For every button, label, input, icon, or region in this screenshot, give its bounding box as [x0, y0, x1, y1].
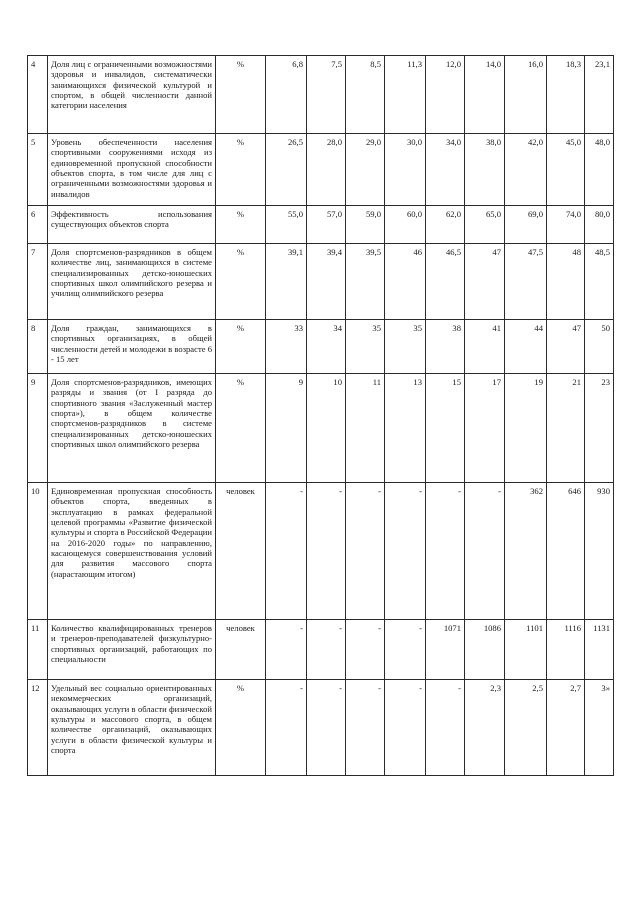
- table-row: [28, 56, 614, 134]
- value-cell: 10: [307, 374, 346, 483]
- unit-cell: %: [216, 244, 266, 320]
- value-cell: 47: [547, 320, 585, 374]
- unit-cell: %: [216, 374, 266, 483]
- value-cell: 14,0: [465, 56, 505, 134]
- value-cell: -: [385, 483, 426, 620]
- row-number: 5: [28, 134, 48, 206]
- value-cell: 39,4: [307, 244, 346, 320]
- value-cell: 30,0: [385, 134, 426, 206]
- value-cell: 34,0: [426, 134, 465, 206]
- value-cell: 38: [426, 320, 465, 374]
- value-cell: 12,0: [426, 56, 465, 134]
- value-cell: 19: [505, 374, 547, 483]
- unit-cell: %: [216, 206, 266, 244]
- indicator-name: Эффективность использования существующих объектов спорта: [48, 206, 216, 244]
- value-cell: 2,5: [505, 680, 547, 776]
- value-cell: 1116: [547, 620, 585, 680]
- value-cell: 62,0: [426, 206, 465, 244]
- indicator-name: Удельный вес социально ориентированных некоммерческих организаций, оказывающих услуги в области физической культуры и массового спорта, в общем количестве организаций, оказывающих услуги в области физической культуры и спорта: [48, 680, 216, 776]
- value-cell: -: [346, 620, 385, 680]
- value-cell: 6,8: [266, 56, 307, 134]
- value-cell: 8,5: [346, 56, 385, 134]
- value-cell: 59,0: [346, 206, 385, 244]
- value-cell: 48: [547, 244, 585, 320]
- value-cell: 15: [426, 374, 465, 483]
- row-number: 7: [28, 244, 48, 320]
- row-number: 9: [28, 374, 48, 483]
- value-cell: 42,0: [505, 134, 547, 206]
- value-cell: -: [385, 620, 426, 680]
- value-cell: -: [307, 483, 346, 620]
- table-row: [28, 206, 614, 244]
- indicator-name: Единовременная пропускная способность объектов спорта, введенных в эксплуатацию в рамках федеральной целевой программы «Развитие физической культуры и спорта в Российской Федерации на 2016-2020 годы» по направлению, касающемуся совершенствования условий для развития массового спорта (нарастающим итогом): [48, 483, 216, 620]
- value-cell: 2,3: [465, 680, 505, 776]
- value-cell: 13: [385, 374, 426, 483]
- indicator-name: Доля граждан, занимающихся в спортивных организациях, в общей численности детей и молодежи в возрасте 6 - 15 лет: [48, 320, 216, 374]
- value-cell: 55,0: [266, 206, 307, 244]
- value-cell: 362: [505, 483, 547, 620]
- row-number: 12: [28, 680, 48, 776]
- value-cell: 74,0: [547, 206, 585, 244]
- value-cell: -: [307, 620, 346, 680]
- value-cell: -: [346, 483, 385, 620]
- value-cell: 16,0: [505, 56, 547, 134]
- value-cell: 33: [266, 320, 307, 374]
- table-row: [28, 134, 614, 206]
- value-cell: 47,5: [505, 244, 547, 320]
- unit-cell: человек: [216, 483, 266, 620]
- unit-cell: человек: [216, 620, 266, 680]
- value-cell: 44: [505, 320, 547, 374]
- value-cell: 21: [547, 374, 585, 483]
- value-cell: 1131: [585, 620, 614, 680]
- value-cell: -: [465, 483, 505, 620]
- table-row: [28, 620, 614, 680]
- value-cell: 930: [585, 483, 614, 620]
- value-cell: 29,0: [346, 134, 385, 206]
- table-row: [28, 374, 614, 483]
- value-cell: -: [426, 680, 465, 776]
- value-cell: 646: [547, 483, 585, 620]
- value-cell: 11: [346, 374, 385, 483]
- indicator-name: Доля лиц с ограниченными возможностями здоровья и инвалидов, систематически занимающихся физической культурой и спортом, в общей численности данной категории населения: [48, 56, 216, 134]
- value-cell: 23: [585, 374, 614, 483]
- value-cell: 39,5: [346, 244, 385, 320]
- value-cell: 46: [385, 244, 426, 320]
- value-cell: -: [266, 680, 307, 776]
- value-cell: 38,0: [465, 134, 505, 206]
- value-cell: 57,0: [307, 206, 346, 244]
- value-cell: 69,0: [505, 206, 547, 244]
- value-cell: 7,5: [307, 56, 346, 134]
- value-cell: 28,0: [307, 134, 346, 206]
- value-cell: 35: [346, 320, 385, 374]
- value-cell: -: [426, 483, 465, 620]
- value-cell: 41: [465, 320, 505, 374]
- table-row: [28, 244, 614, 320]
- value-cell: 1071: [426, 620, 465, 680]
- value-cell: 45,0: [547, 134, 585, 206]
- unit-cell: %: [216, 680, 266, 776]
- value-cell: 50: [585, 320, 614, 374]
- value-cell: 48,0: [585, 134, 614, 206]
- value-cell: 48,5: [585, 244, 614, 320]
- value-cell: -: [266, 483, 307, 620]
- value-cell: 1086: [465, 620, 505, 680]
- value-cell: 23,1: [585, 56, 614, 134]
- row-number: 11: [28, 620, 48, 680]
- indicator-name: Доля спортсменов-разрядников, имеющих разряды и звания (от I разряда до спортивного звания «Заслуженный мастер спорта»), в общем количестве спортсменов-разрядников в системе специализированных детско-юношеских спортивных школ олимпийского резерва: [48, 374, 216, 483]
- row-number: 10: [28, 483, 48, 620]
- value-cell: 80,0: [585, 206, 614, 244]
- value-cell: 47: [465, 244, 505, 320]
- value-cell: 60,0: [385, 206, 426, 244]
- indicators-table: [27, 55, 614, 776]
- value-cell: 35: [385, 320, 426, 374]
- value-cell: 2,7: [547, 680, 585, 776]
- row-number: 6: [28, 206, 48, 244]
- table-row: [28, 320, 614, 374]
- unit-cell: %: [216, 320, 266, 374]
- value-cell: 34: [307, 320, 346, 374]
- indicator-name: Количество квалифицированных тренеров и тренеров-преподавателей физкультурно-спортивных организаций, работающих по специальности: [48, 620, 216, 680]
- value-cell: 18,3: [547, 56, 585, 134]
- value-cell: 9: [266, 374, 307, 483]
- table-row: [28, 483, 614, 620]
- unit-cell: %: [216, 134, 266, 206]
- value-cell: -: [307, 680, 346, 776]
- value-cell: 39,1: [266, 244, 307, 320]
- row-number: 4: [28, 56, 48, 134]
- value-cell: 11,3: [385, 56, 426, 134]
- value-cell: 17: [465, 374, 505, 483]
- value-cell: -: [266, 620, 307, 680]
- value-cell: 26,5: [266, 134, 307, 206]
- value-cell: 1101: [505, 620, 547, 680]
- value-cell: 3»: [585, 680, 614, 776]
- value-cell: -: [385, 680, 426, 776]
- value-cell: 65,0: [465, 206, 505, 244]
- value-cell: 46,5: [426, 244, 465, 320]
- row-number: 8: [28, 320, 48, 374]
- table-row: [28, 680, 614, 776]
- value-cell: -: [346, 680, 385, 776]
- indicator-name: Уровень обеспеченности населения спортивными сооружениями исходя из единовременной пропускной способности объектов спорта, в том числе для лиц с ограниченными возможностями здоровья и инвалидов: [48, 134, 216, 206]
- unit-cell: %: [216, 56, 266, 134]
- indicator-name: Доля спортсменов-разрядников в общем количестве лиц, занимающихся в системе специализированных детско-юношеских спортивных школ олимпийского резерва и училищ олимпийского резерва: [48, 244, 216, 320]
